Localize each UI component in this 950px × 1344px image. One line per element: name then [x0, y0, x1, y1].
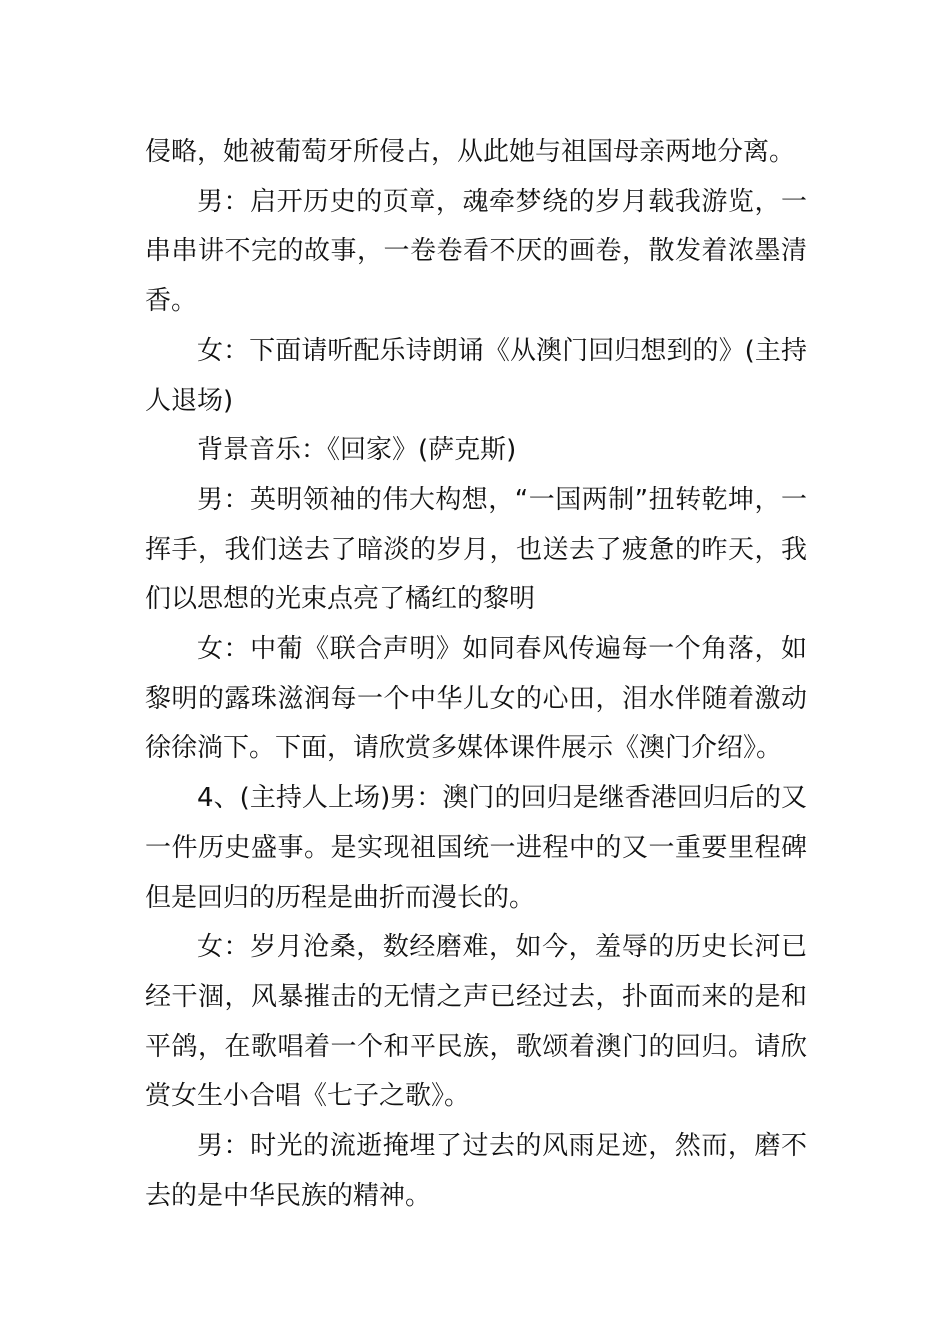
paragraph-7: 4、(主持人上场)男：澳门的回归是继香港回归后的又一件历史盛事。是实现祖国统一进程中的又一重要里程碑但是回归的历程是曲折而漫长的。: [145, 783, 807, 913]
paragraph-3: 女：下面请听配乐诗朗诵《从澳门回归想到的》(主持人退场): [145, 335, 807, 416]
document-body: [145, 128, 807, 1221]
paragraph-1: 侵略，她被葡萄牙所侵占，从此她与祖国母亲两地分离。: [145, 137, 796, 167]
paragraph-4: 背景音乐：《回家》(萨克斯): [197, 435, 517, 466]
paragraph-9: 男：时光的流逝掩埋了过去的风雨足迹，然而，磨不去的是中华民族的精神。: [145, 1131, 807, 1211]
paragraph-6: 女：中葡《联合声明》如同春风传遍每一个角落，如黎明的露珠滋润每一个中华儿女的心田，泪水伴随着激动徐徐淌下。下面，请欣赏多媒体课件展示《澳门介绍》。: [145, 634, 807, 764]
paragraph-5: 男：英明领袖的伟大构想，“一国两制”扭转乾坤，一挥手，我们送去了暗淡的岁月，也送去了疲惫的昨天，我们以思想的光束点亮了橘红的黎明: [145, 484, 807, 615]
paragraph-2: 男：启开历史的页章，魂牵梦绕的岁月载我游览，一串串讲不完的故事，一卷卷看不厌的画卷，散发着浓墨清香。: [145, 186, 807, 317]
paragraph-8: 女：岁月沧桑，数经磨难，如今，羞辱的历史长河已经干涸，风暴摧击的无情之声已经过去，扑面而来的是和平鸽，在歌唱着一个和平民族，歌颂着澳门的回归。请欣赏女生小合唱《七子之歌》。: [145, 932, 807, 1112]
